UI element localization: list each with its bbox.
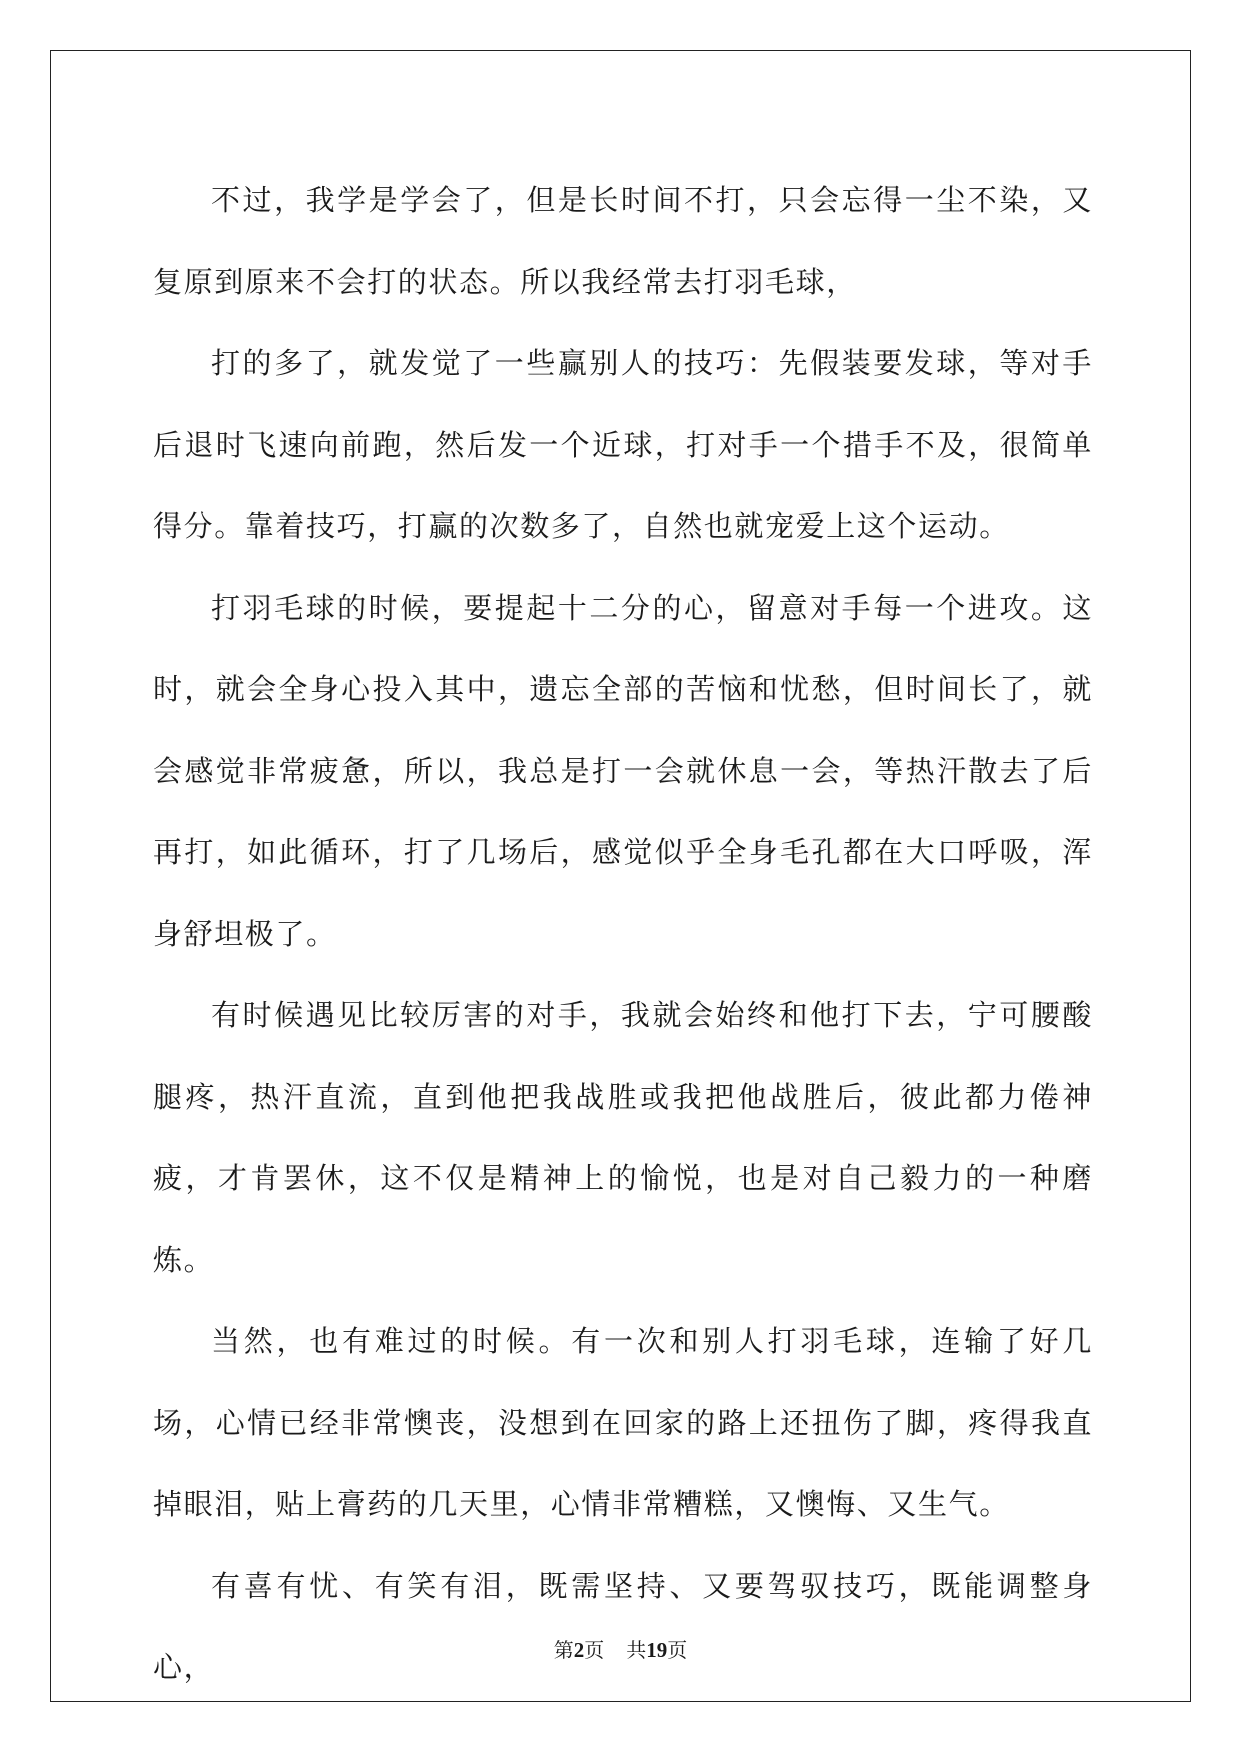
total-suffix: 页	[667, 1638, 688, 1662]
total-prefix: 共	[626, 1638, 647, 1662]
document-body	[153, 160, 1093, 1709]
paragraph: 打的多了，就发觉了一些赢别人的技巧：先假装要发球，等对手后退时飞速向前跑，然后发一个近球，打对手一个措手不及，很简单得分。靠着技巧，打赢的次数多了，自然也就宠爱上这个运动。	[153, 346, 1093, 543]
paragraph: 有喜有忧、有笑有泪，既需坚持、又要驾驭技巧，既能调整身心，	[153, 1568, 1093, 1684]
paragraph: 打羽毛球的时候，要提起十二分的心，留意对手每一个进攻。这时，就会全身心投入其中，遗忘全部的苦恼和忧愁，但时间长了，就会感觉非常疲惫，所以，我总是打一会就休息一会，等热汗散去了后再打，如此循环，打了几场后，感觉似乎全身毛孔都在大口呼吸，浑身舒坦极了。	[153, 590, 1093, 951]
page-prefix: 第	[553, 1638, 574, 1662]
paragraph: 不过，我学是学会了，但是长时间不打，只会忘得一尘不染，又复原到原来不会打的状态。所以我经常去打羽毛球，	[153, 183, 1093, 299]
total-pages: 19	[646, 1638, 668, 1662]
paragraph: 有时候遇见比较厉害的对手，我就会始终和他打下去，宁可腰酸腿疼，热汗直流，直到他把我战胜或我把他战胜后，彼此都力倦神疲，才肯罢休，这不仅是精神上的愉悦，也是对自己毅力的一种磨炼。	[153, 998, 1093, 1277]
page-footer	[0, 1634, 1241, 1663]
page-suffix: 页	[584, 1638, 605, 1662]
page-number: 2	[573, 1638, 585, 1662]
paragraph: 当然，也有难过的时候。有一次和别人打羽毛球，连输了好几场，心情已经非常懊丧，没想到在回家的路上还扭伤了脚，疼得我直掉眼泪，贴上膏药的几天里，心情非常糟糕，又懊悔、又生气。	[153, 1324, 1093, 1521]
